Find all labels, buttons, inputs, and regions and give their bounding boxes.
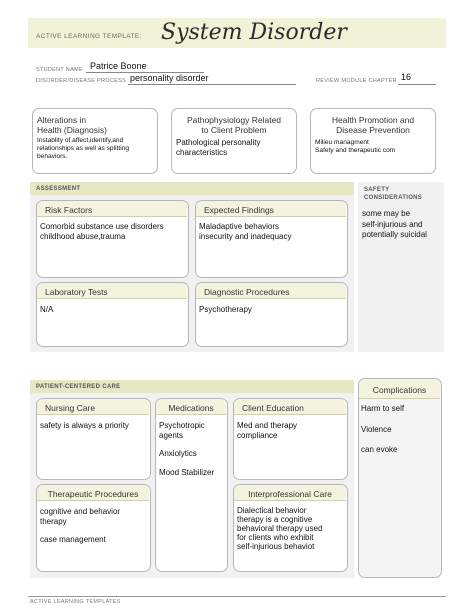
health-promotion-box bbox=[310, 108, 436, 174]
interprofessional-care-box bbox=[233, 484, 348, 572]
client-education-title: Client Education bbox=[242, 403, 304, 413]
risk-factors-box bbox=[36, 200, 189, 278]
footer-divider bbox=[28, 596, 446, 597]
health-promotion-text[interactable]: Milieu managment Safety and therapeutic com bbox=[315, 139, 396, 154]
complications-box bbox=[358, 378, 442, 578]
safety-section bbox=[358, 182, 444, 352]
alterations-box bbox=[32, 108, 158, 174]
diagnostic-procedures-box bbox=[195, 282, 348, 347]
patient-care-label: PATIENT-CENTERED CARE bbox=[36, 384, 121, 390]
nursing-care-title: Nursing Care bbox=[45, 403, 96, 413]
interprofessional-care-text[interactable]: Dialectical behavior therapy is a cognitive behavioral therapy used for clients who exhibit self-injurious behaviot bbox=[237, 506, 323, 551]
client-education-text[interactable]: Med and therapy compliance bbox=[237, 421, 298, 440]
alterations-title: Alterations in Health (Diagnosis) bbox=[37, 115, 107, 135]
disorder-line bbox=[128, 84, 296, 85]
chapter-field[interactable]: 16 bbox=[401, 72, 412, 82]
disorder-label: DISORDER/DISEASE PROCESS bbox=[36, 78, 127, 84]
laboratory-tests-text[interactable]: N/A bbox=[40, 305, 54, 314]
expected-findings-text[interactable]: Maladaptive behaviors insecurity and inadequacy bbox=[199, 222, 292, 241]
student-name-field[interactable]: Patrice Boone bbox=[90, 61, 147, 71]
expected-findings-box bbox=[195, 200, 348, 278]
therapeutic-procedures-text[interactable]: cognitive and behavior therapy case management bbox=[40, 507, 121, 544]
diagnostic-procedures-title: Diagnostic Procedures bbox=[204, 287, 290, 297]
assessment-label: ASSESSMENT bbox=[36, 186, 81, 192]
safety-text[interactable]: some may be self-injurious and potentially suicidal bbox=[362, 209, 427, 239]
medications-title: Medications bbox=[168, 403, 214, 413]
alterations-text[interactable]: Instablity of affect,identify,and relationships as well as splitting behaviors. bbox=[37, 137, 129, 160]
laboratory-tests-title: Laboratory Tests bbox=[45, 287, 108, 297]
therapeutic-procedures-box bbox=[36, 484, 151, 572]
footer-label: ACTIVE LEARNING TEMPLATES bbox=[30, 599, 121, 605]
health-promotion-title: Health Promotion and Disease Prevention bbox=[331, 115, 415, 135]
diagnostic-procedures-text[interactable]: Psychotherapy bbox=[199, 305, 252, 314]
disorder-field[interactable]: personality disorder bbox=[130, 73, 209, 83]
laboratory-tests-box bbox=[36, 282, 189, 347]
medications-box bbox=[155, 398, 228, 572]
risk-factors-text[interactable]: Comorbid substance use disorders childhood abuse,trauma bbox=[40, 222, 164, 241]
pathophysiology-title: Pathophysiology Related to Client Problem bbox=[186, 115, 282, 135]
therapeutic-procedures-title: Therapeutic Procedures bbox=[47, 489, 139, 499]
pathophysiology-box bbox=[171, 108, 297, 174]
nursing-care-box bbox=[36, 398, 151, 480]
risk-factors-title: Risk Factors bbox=[45, 205, 93, 215]
safety-label: SAFETY CONSIDERATIONS bbox=[364, 187, 423, 201]
complications-text[interactable]: Harm to self Violence can evoke bbox=[361, 404, 405, 454]
template-label: ACTIVE LEARNING TEMPLATE: bbox=[36, 33, 142, 40]
pathophysiology-text[interactable]: Pathological personality characteristics bbox=[176, 138, 261, 157]
chapter-line bbox=[398, 84, 436, 85]
chapter-label: REVIEW MODULE CHAPTER bbox=[316, 78, 397, 84]
complications-title: Complications bbox=[372, 385, 427, 395]
interprofessional-care-title: Interprofessional Care bbox=[248, 489, 332, 499]
nursing-care-text[interactable]: safety is always a priority bbox=[40, 421, 129, 430]
client-education-box bbox=[233, 398, 348, 480]
expected-findings-title: Expected Findings bbox=[204, 205, 274, 215]
medications-text[interactable]: Psychotropic agents Anxiolytics Mood Stabilizer bbox=[159, 421, 215, 477]
page-title: System Disorder bbox=[161, 20, 347, 45]
student-name-label: STUDENT NAME bbox=[36, 67, 83, 73]
